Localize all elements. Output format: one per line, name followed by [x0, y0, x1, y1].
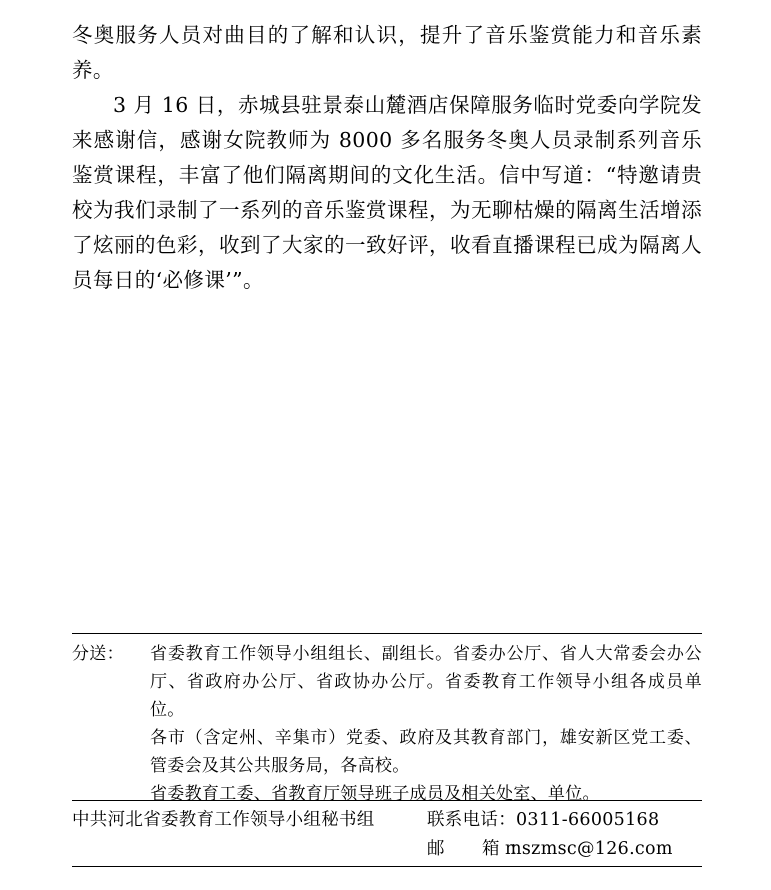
divider-bottom: [72, 866, 702, 867]
document-body: [72, 18, 702, 298]
footer-row-issuer: [72, 806, 702, 835]
body-paragraph-2: 3 月 16 日，赤城县驻景泰山麓酒店保障服务临时党委向学院发来感谢信，感谢女院教师为 8000 多名服务冬奥人员录制系列音乐鉴赏课程，丰富了他们隔离期间的文化生活。信中写道：“特邀请贵校为我们录制了一系列的音乐鉴赏课程，为无聊枯燥的隔离生活增添了炫丽的色彩，收到了大家的一致好评，收看直播课程已成为隔离人员每日的‘必修课’”。: [72, 93, 702, 292]
footer-phone-label: 联系电话：: [427, 810, 516, 830]
footer-mail-value: mszmsc@126.com: [505, 839, 673, 859]
footer-mail-label: 邮 箱：: [427, 839, 537, 859]
distribution-label: 分送：: [72, 644, 124, 664]
footer-phone: [427, 806, 702, 835]
divider-top: [72, 633, 702, 634]
footer-mail: [427, 835, 702, 864]
distribution-first-row: [72, 640, 702, 724]
footer-phone-value: 0311-66005168: [516, 810, 660, 830]
body-paragraph-1: 冬奥服务人员对曲目的了解和认识，提升了音乐鉴赏能力和音乐素养。: [72, 23, 702, 82]
footer-row-mail: [72, 835, 702, 864]
distribution-line-3: 省委教育工委、省教育厅领导班子成员及相关处室、单位。: [150, 784, 600, 804]
distribution-line-1: 省委教育工作领导小组组长、副组长。省委办公厅、省人大常委会办公厅、省政府办公厅、省政协办公厅。省委教育工作领导小组各成员单位。: [150, 644, 702, 720]
distribution-block: [72, 640, 702, 808]
divider-middle: [72, 800, 702, 801]
footer-issuer: 中共河北省委教育工作领导小组秘书组: [72, 810, 375, 830]
document-footer: [72, 806, 702, 864]
distribution-line-2: 各市（含定州、辛集市）党委、政府及其教育部门，雄安新区党工委、管委会及其公共服务局，各高校。: [150, 728, 702, 776]
